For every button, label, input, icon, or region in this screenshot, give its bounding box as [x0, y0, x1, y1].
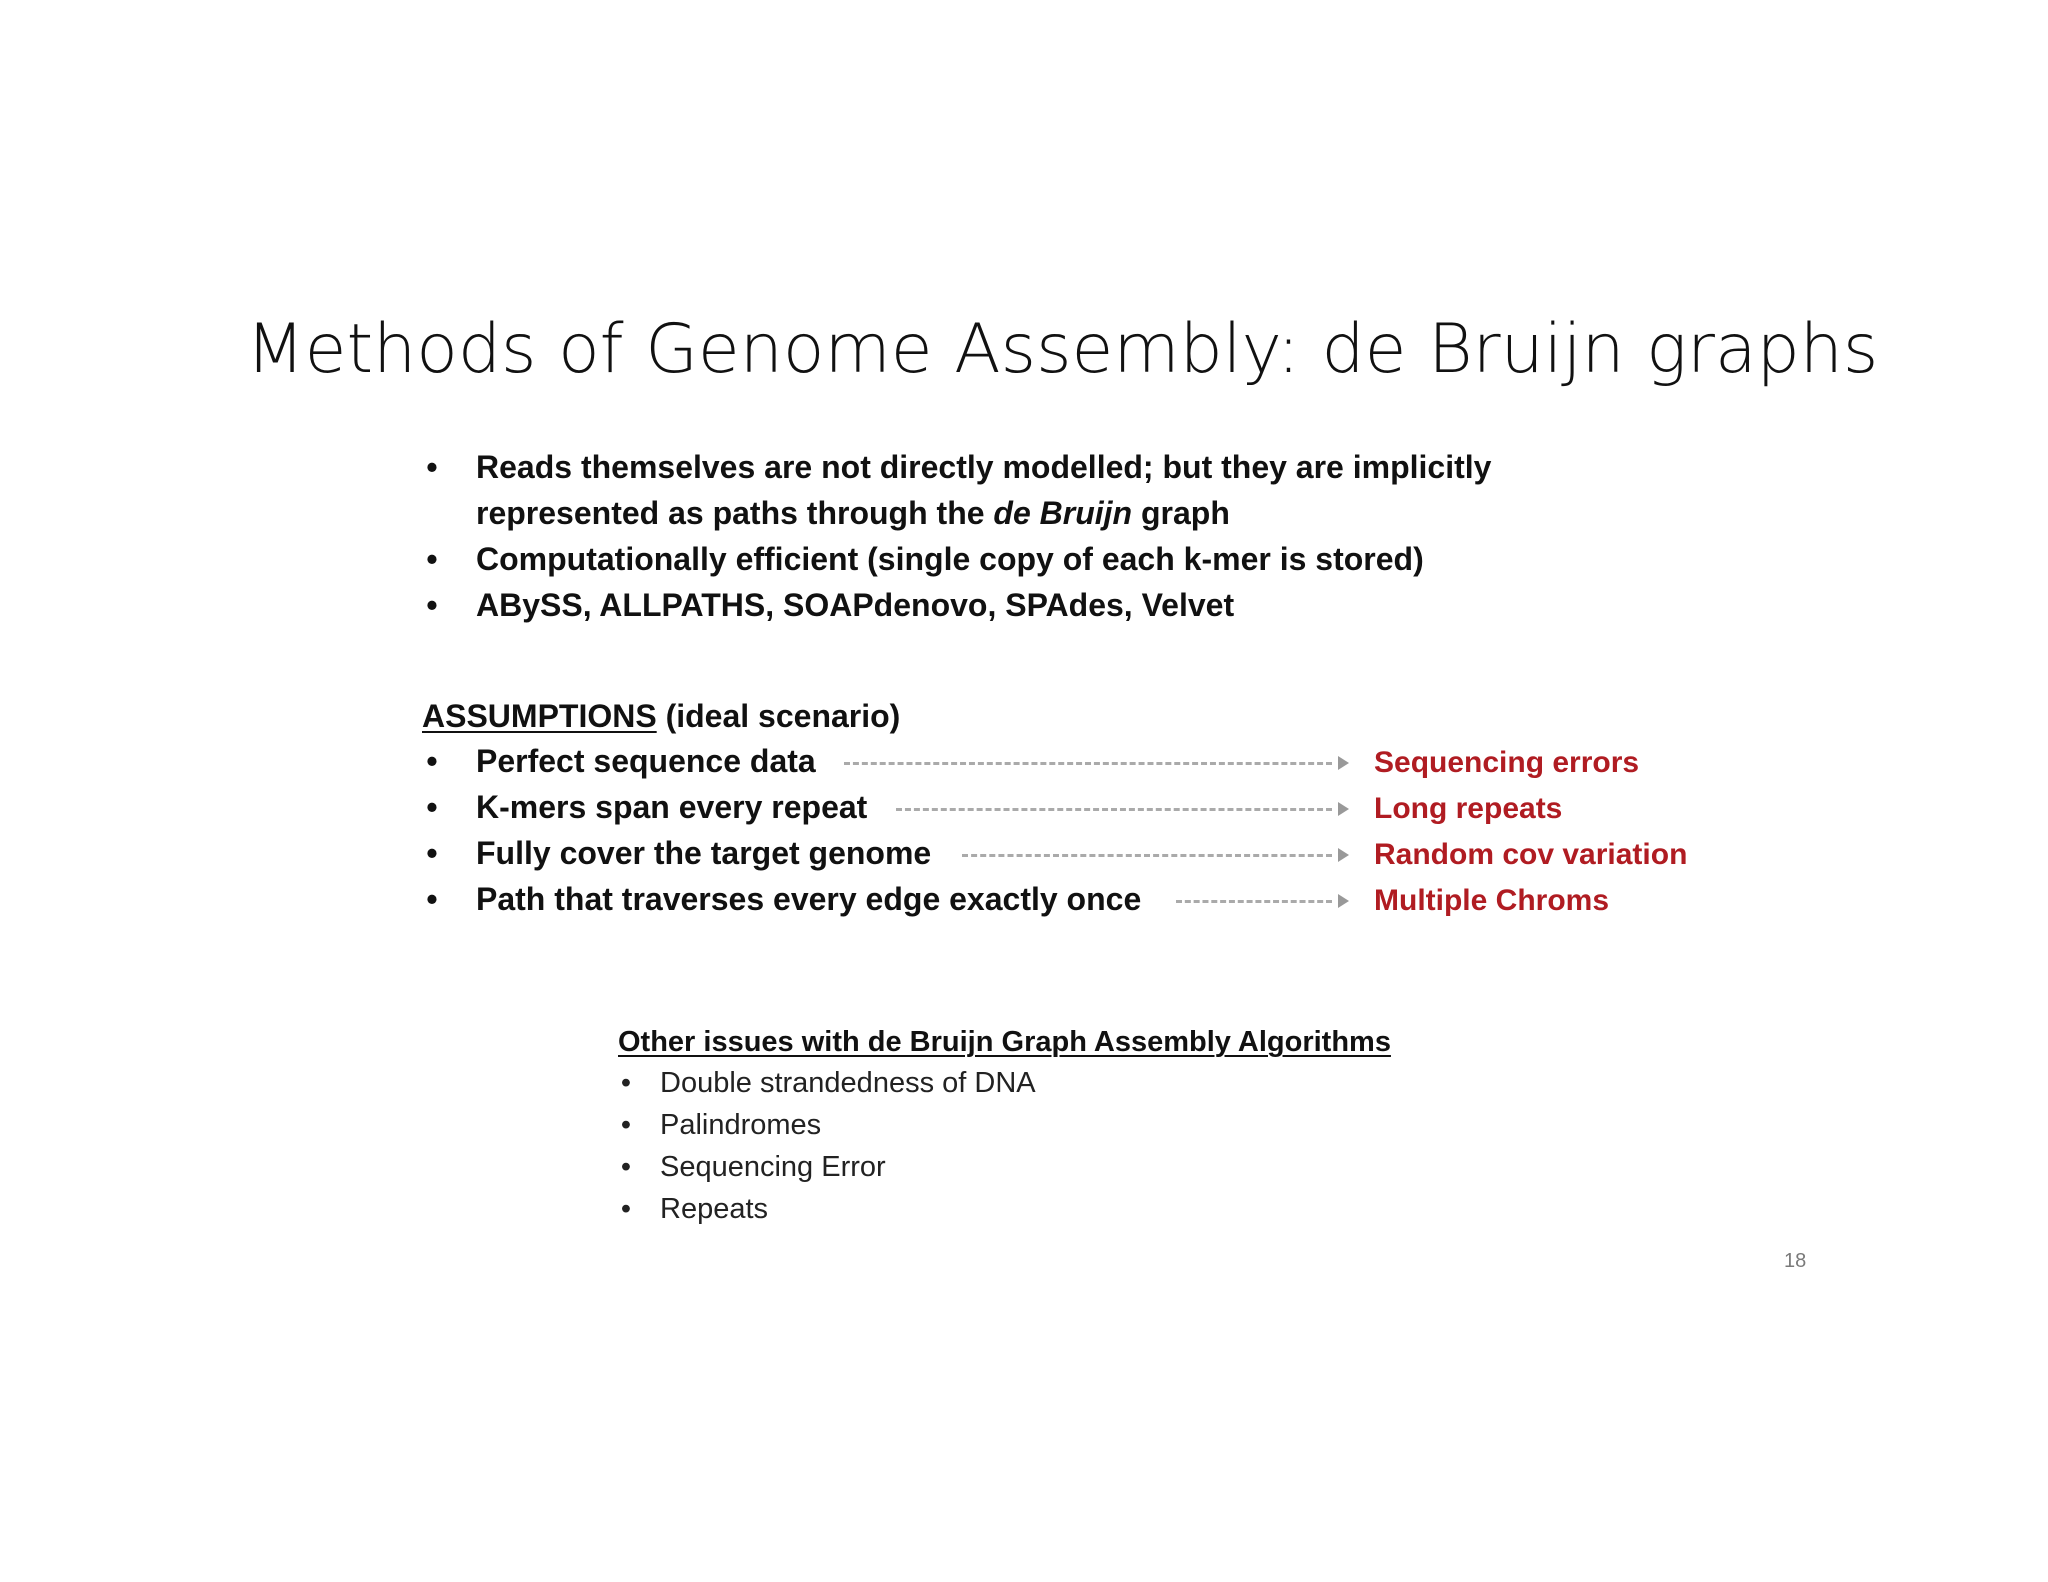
bullet-dot: •: [426, 834, 438, 871]
bullet-dot: •: [620, 1193, 632, 1225]
dashed-arrow-line: [896, 808, 1332, 811]
dashed-arrow-line: [1176, 900, 1332, 903]
intro-bullet-list: [422, 444, 1622, 628]
bullet-assemblers: [422, 582, 1622, 628]
assumption-text: Path that traverses every edge exactly once: [476, 881, 1142, 917]
bullet-dot: •: [620, 1109, 632, 1141]
bullet-text-efficient: Computationally efficient (single copy of each k-mer is stored): [476, 541, 1424, 577]
assumption-issue: Sequencing errors: [1374, 746, 1640, 779]
assumption-issue: Multiple Chroms: [1374, 884, 1610, 917]
other-issue-text: Double strandedness of DNA: [660, 1067, 1036, 1099]
bullet-text-assemblers: ABySS, ALLPATHS, SOAPdenovo, SPAdes, Velvet: [476, 587, 1235, 623]
other-issue-item: [618, 1146, 1418, 1188]
other-issue-text: Sequencing Error: [660, 1151, 886, 1183]
bullet-dot: •: [426, 742, 438, 779]
arrow-head-icon: [1338, 894, 1349, 908]
arrow-head-icon: [1338, 848, 1349, 862]
assumption-row: [422, 830, 1762, 876]
bullet-computationally-efficient: [422, 536, 1622, 582]
assumptions-list: [422, 738, 1762, 922]
other-issues-box: [618, 1022, 1418, 1230]
other-issue-item: [618, 1188, 1418, 1230]
assumption-issue: Random cov variation: [1374, 838, 1688, 871]
assumptions-heading-note: (ideal scenario): [656, 698, 901, 734]
assumption-text: K-mers span every repeat: [476, 789, 868, 825]
bullet-text-graph: graph: [1132, 495, 1230, 531]
bullet-dot: •: [426, 587, 438, 623]
assumptions-heading: [422, 693, 900, 739]
assumption-row: [422, 784, 1762, 830]
other-issue-item: [618, 1062, 1418, 1104]
bullet-dot: •: [426, 449, 438, 485]
bullet-reads-implicit: [422, 444, 1622, 536]
assumption-row: [422, 876, 1762, 922]
slide-title: Methods of Genome Assembly: de Bruijn graphs: [246, 310, 1879, 389]
assumption-row: [422, 738, 1762, 784]
bullet-dot: •: [620, 1151, 632, 1183]
bullet-text-debruijn: de Bruijn: [993, 495, 1133, 531]
other-issues-heading: Other issues with de Bruijn Graph Assembly Algorithms: [618, 1026, 1391, 1058]
dashed-arrow-line: [844, 762, 1332, 765]
assumption-text: Fully cover the target genome: [476, 835, 932, 871]
other-issue-text: Palindromes: [660, 1109, 822, 1141]
assumptions-heading-label: ASSUMPTIONS: [422, 698, 657, 734]
assumption-text: Perfect sequence data: [476, 743, 816, 779]
bullet-text-reads: Reads themselves are not directly modelled; but they are implicitly represented as paths through the: [476, 449, 1492, 531]
arrow-head-icon: [1338, 802, 1349, 816]
arrow-head-icon: [1338, 756, 1349, 770]
other-issue-item: [618, 1104, 1418, 1146]
bullet-dot: •: [426, 880, 438, 917]
bullet-dot: •: [426, 541, 438, 577]
assumption-issue: Long repeats: [1374, 792, 1563, 825]
page-number: 18: [1784, 1250, 1807, 1272]
dashed-arrow-line: [962, 854, 1332, 857]
bullet-dot: •: [620, 1067, 632, 1099]
bullet-dot: •: [426, 788, 438, 825]
other-issue-text: Repeats: [660, 1193, 769, 1225]
